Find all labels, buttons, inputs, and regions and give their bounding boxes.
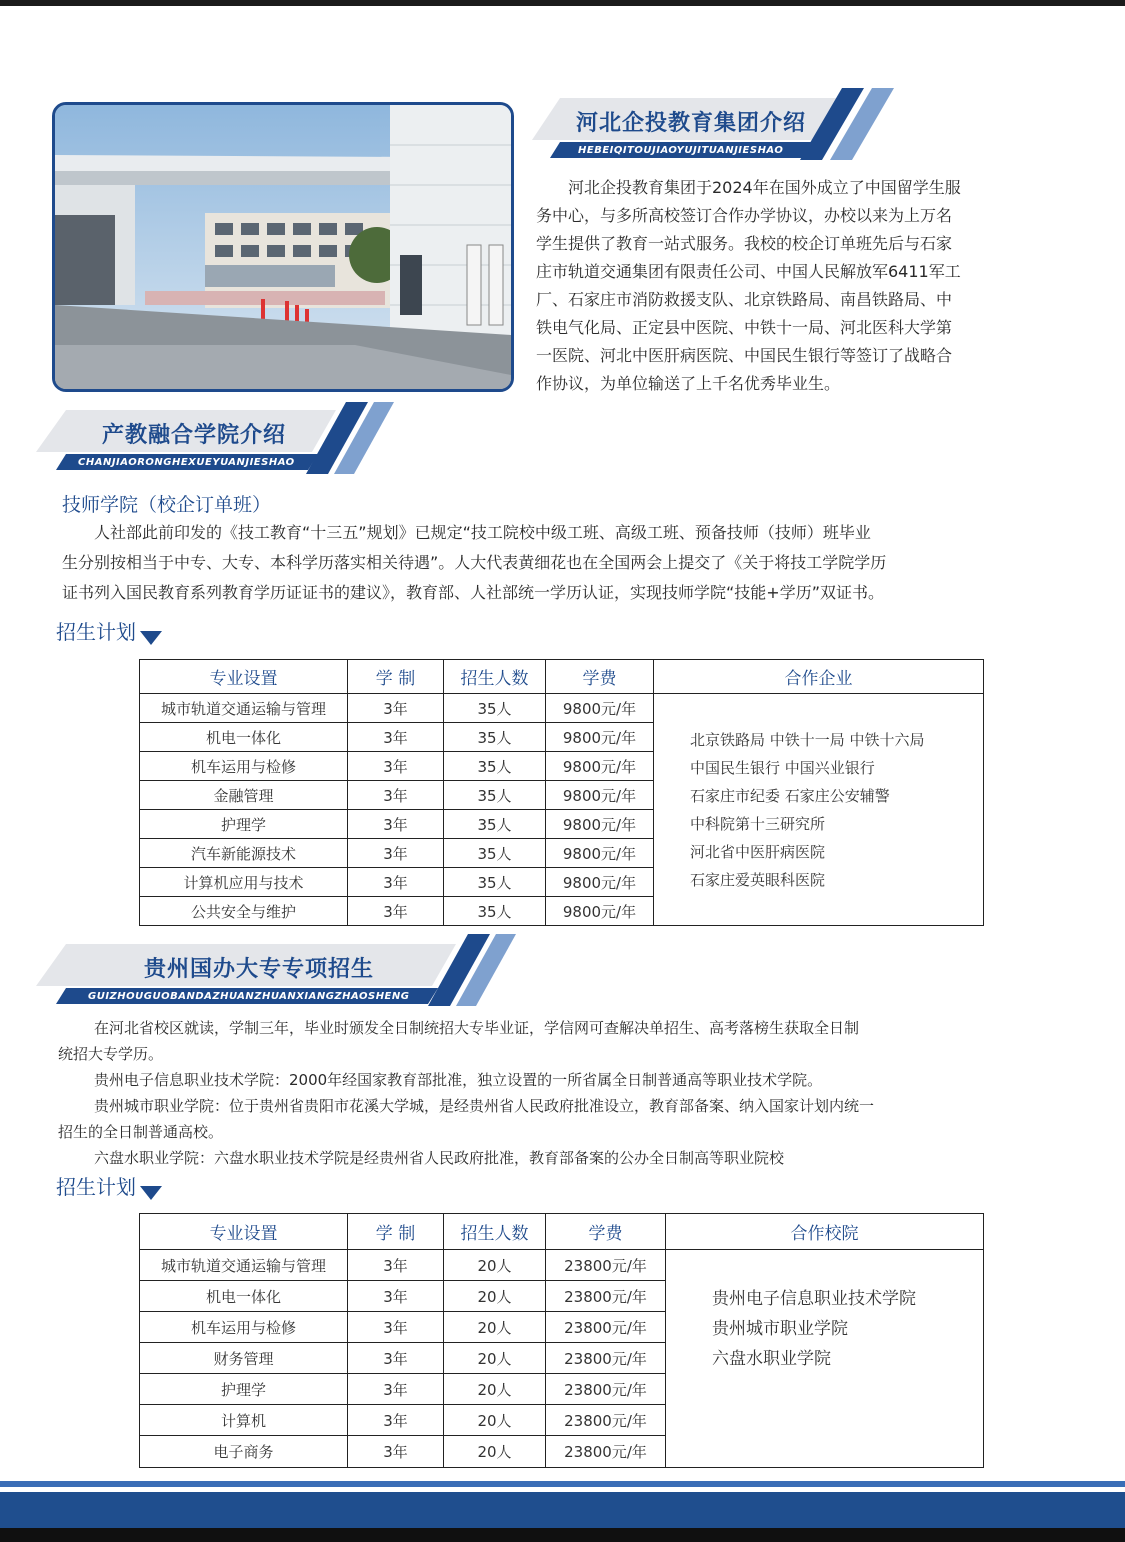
footer-bottom-edge: [0, 1528, 1125, 1542]
cell-duration: 3年: [348, 810, 444, 839]
cell-tuition: 23800元/年: [546, 1405, 666, 1436]
cell-enrollment: 20人: [444, 1405, 546, 1436]
cell-tuition: 23800元/年: [546, 1436, 666, 1468]
header-partners: 合作企业: [654, 660, 984, 694]
campus-photo: [52, 102, 514, 392]
cell-major: 计算机应用与技术: [140, 868, 348, 897]
cell-tuition: 23800元/年: [546, 1281, 666, 1312]
paragraph-line: 作协议，为单位输送了上千名优秀毕业生。: [536, 374, 841, 393]
cell-duration: 3年: [348, 1281, 444, 1312]
cell-duration: 3年: [348, 1312, 444, 1343]
cell-major: 护理学: [140, 810, 348, 839]
header-major: 专业设置: [140, 1214, 348, 1250]
paragraph-line: 六盘水职业学院：六盘水职业技术学院是经贵州省人民政府批准，教育部备案的公办全日制高等职业院校: [94, 1149, 785, 1167]
paragraph-line: 人社部此前印发的《技工教育“十三五”规划》已规定“技工院校中级工班、高级工班、预备技师（技师）班毕业: [94, 523, 871, 542]
cell-enrollment: 35人: [444, 781, 546, 810]
cell-duration: 3年: [348, 723, 444, 752]
cell-enrollment: 35人: [444, 868, 546, 897]
partner-item: 六盘水职业学院: [712, 1348, 831, 1369]
cell-major: 机电一体化: [140, 1281, 348, 1312]
partner-item: 北京铁路局 中铁十一局 中铁十六局: [690, 730, 925, 749]
cell-tuition: 23800元/年: [546, 1312, 666, 1343]
cell-major: 机车运用与检修: [140, 1312, 348, 1343]
cell-enrollment: 35人: [444, 752, 546, 781]
cell-duration: 3年: [348, 839, 444, 868]
paragraph-line: 生分别按相当于中专、大专、本科学历落实相关待遇”。人大代表黄细花也在全国两会上提交了《关于将技工学院学历: [62, 553, 887, 572]
cell-tuition: 9800元/年: [546, 723, 654, 752]
paragraph-line: 学生提供了教育一站式服务。我校的校企订单班先后与石家: [536, 234, 953, 253]
cell-major: 财务管理: [140, 1343, 348, 1374]
partner-item: 中科院第十三研究所: [690, 814, 826, 833]
cell-duration: 3年: [348, 1374, 444, 1405]
cell-duration: 3年: [348, 1250, 444, 1281]
group-intro-title: 河北企投教育集团介绍: [576, 111, 807, 136]
guizhou-subtitle: GUIZHOUGUOBANDAZHUANZHUANXIANGZHAOSHENG: [88, 991, 410, 1002]
cell-tuition: 9800元/年: [546, 810, 654, 839]
cell-enrollment: 20人: [444, 1281, 546, 1312]
paragraph-line: 统招大专学历。: [58, 1045, 164, 1063]
partner-item: 石家庄爱英眼科医院: [690, 870, 826, 889]
college-intro-title: 产教融合学院介绍: [102, 423, 287, 448]
cell-major: 汽车新能源技术: [140, 839, 348, 868]
cell-duration: 3年: [348, 1343, 444, 1374]
paragraph-line: 厂、石家庄市消防救援支队、北京铁路局、南昌铁路局、中: [536, 290, 953, 309]
cell-duration: 3年: [348, 868, 444, 897]
cell-major: 计算机: [140, 1405, 348, 1436]
college-intro-subtitle: CHANJIAORONGHEXUEYUANJIESHAO: [78, 457, 295, 468]
cell-duration: 3年: [348, 781, 444, 810]
cell-tuition: 9800元/年: [546, 752, 654, 781]
cell-enrollment: 35人: [444, 897, 546, 926]
paragraph-line: 在河北省校区就读，学制三年，毕业时颁发全日制统招大专毕业证，学信网可查解决单招生、高考落榜生获取全日制: [94, 1019, 860, 1037]
cell-duration: 3年: [348, 897, 444, 926]
plan-heading-label: 招生计划: [56, 1175, 136, 1199]
table-row: [140, 694, 984, 723]
cell-enrollment: 20人: [444, 1343, 546, 1374]
guizhou-paragraph: [58, 1015, 1058, 1171]
plan-heading-label: 招生计划: [56, 620, 136, 644]
college-intro-paragraph: [62, 518, 1062, 608]
header-duration: 学 制: [348, 1214, 444, 1250]
group-intro-subtitle: HEBEIQITOUJIAOYUJITUANJIESHAO: [578, 145, 784, 156]
cell-tuition: 9800元/年: [546, 897, 654, 926]
paragraph-line: 铁电气化局、正定县中医院、中铁十一局、河北医科大学第: [536, 318, 953, 337]
paragraph-line: 庄市轨道交通集团有限责任公司、中国人民解放军6411军工: [536, 262, 961, 281]
cell-tuition: 23800元/年: [546, 1374, 666, 1405]
guizhou-banner: [36, 934, 516, 1008]
cell-tuition: 23800元/年: [546, 1343, 666, 1374]
top-border: [0, 0, 1125, 6]
technician-college-heading: 技师学院（校企订单班）: [62, 494, 272, 516]
paragraph-line: 河北企投教育集团于2024年在国外成立了中国留学生服: [568, 178, 961, 197]
cell-enrollment: 20人: [444, 1250, 546, 1281]
cell-tuition: 23800元/年: [546, 1250, 666, 1281]
footer-accent-line: [0, 1481, 1125, 1487]
cell-major: 城市轨道交通运输与管理: [140, 694, 348, 723]
cell-major: 电子商务: [140, 1436, 348, 1468]
cell-enrollment: 35人: [444, 723, 546, 752]
header-tuition: 学费: [546, 1214, 666, 1250]
cell-enrollment: 20人: [444, 1374, 546, 1405]
plan-heading-1: [56, 616, 162, 645]
cell-duration: 3年: [348, 1405, 444, 1436]
paragraph-line: 招生的全日制普通高校。: [58, 1123, 224, 1141]
partner-companies-cell: [654, 694, 984, 926]
paragraph-line: 贵州城市职业学院：位于贵州省贵阳市花溪大学城，是经贵州省人民政府批准设立，教育部备案、纳入国家计划内统一: [94, 1097, 875, 1115]
cell-enrollment: 35人: [444, 810, 546, 839]
header-partner-schools: 合作校院: [666, 1214, 984, 1250]
paragraph-line: 一医院、河北中医肝病医院、中国民生银行等签订了战略合: [536, 346, 953, 365]
partner-item: 贵州电子信息职业技术学院: [712, 1288, 916, 1309]
guizhou-title: 贵州国办大专专项招生: [144, 957, 375, 982]
header-duration: 学 制: [348, 660, 444, 694]
cell-enrollment: 20人: [444, 1312, 546, 1343]
cell-enrollment: 20人: [444, 1436, 546, 1468]
table-header-row: [140, 1214, 984, 1250]
paragraph-line: 证书列入国民教育系列教育学历证证书的建议》，教育部、人社部统一学历认证，实现技师学院“技能+学历”双证书。: [62, 583, 884, 602]
cell-major: 城市轨道交通运输与管理: [140, 1250, 348, 1281]
cell-duration: 3年: [348, 694, 444, 723]
plan-heading-2: [56, 1171, 162, 1200]
enrollment-table-2: [139, 1213, 984, 1468]
triangle-down-icon: [140, 1186, 162, 1200]
header-enrollment: 招生人数: [444, 1214, 546, 1250]
college-intro-banner: [36, 402, 396, 476]
table-row: [140, 1250, 984, 1281]
cell-duration: 3年: [348, 752, 444, 781]
cell-major: 金融管理: [140, 781, 348, 810]
cell-major: 机电一体化: [140, 723, 348, 752]
cell-major: 护理学: [140, 1374, 348, 1405]
cell-major: 公共安全与维护: [140, 897, 348, 926]
group-intro-banner: [532, 88, 897, 164]
cell-enrollment: 35人: [444, 839, 546, 868]
paragraph-line: 务中心，与多所高校签订合作办学协议，办校以来为上万名: [536, 206, 953, 225]
header-tuition: 学费: [546, 660, 654, 694]
partner-item: 中国民生银行 中国兴业银行: [690, 758, 875, 777]
cell-major: 机车运用与检修: [140, 752, 348, 781]
partner-item: 河北省中医肝病医院: [690, 842, 826, 861]
triangle-down-icon: [140, 631, 162, 645]
header-enrollment: 招生人数: [444, 660, 546, 694]
footer-band: [0, 1492, 1125, 1528]
cell-tuition: 9800元/年: [546, 839, 654, 868]
cell-tuition: 9800元/年: [546, 781, 654, 810]
partner-item: 石家庄市纪委 石家庄公安辅警: [690, 786, 890, 805]
group-intro-paragraph: [536, 174, 1036, 398]
header-major: 专业设置: [140, 660, 348, 694]
table-header-row: [140, 660, 984, 694]
cell-tuition: 9800元/年: [546, 694, 654, 723]
cell-enrollment: 35人: [444, 694, 546, 723]
partner-item: 贵州城市职业学院: [712, 1318, 848, 1339]
partner-schools-cell: [666, 1250, 984, 1468]
cell-tuition: 9800元/年: [546, 868, 654, 897]
enrollment-table-1: [139, 659, 984, 926]
paragraph-line: 贵州电子信息职业技术学院：2000年经国家教育部批准，独立设置的一所省属全日制普通高等职业技术学院。: [94, 1071, 823, 1089]
cell-duration: 3年: [348, 1436, 444, 1468]
